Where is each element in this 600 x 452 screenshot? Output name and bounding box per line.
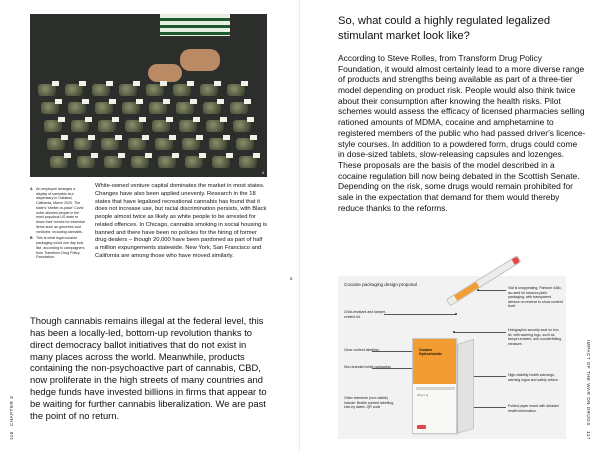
jar-label — [109, 99, 116, 104]
leader-line — [478, 290, 506, 291]
figure-note: Other elements (non-visible) include: Braille content labelling, Use-by dates, QR code — [344, 396, 395, 410]
leader-line — [372, 351, 416, 352]
jar-label — [226, 153, 233, 158]
jar-label — [136, 99, 143, 104]
jar-label — [58, 117, 65, 122]
page-number: 116 — [9, 431, 14, 440]
jar-label — [247, 117, 254, 122]
page-number: 117 — [586, 431, 591, 440]
photo-number: 4 — [261, 170, 264, 175]
figure-note: Vial is unappealing. Pantone 448c, as used for tobacco plain packaging, with transparent window on reverse to show content level. — [508, 286, 563, 309]
photo-hand — [148, 64, 182, 82]
jar-label — [91, 153, 98, 158]
section-title: CHAPTER 3 — [9, 395, 14, 427]
leader-line — [472, 407, 506, 408]
body-text-small: White-owned venture capital dominates the market in most states. Changes have also been applied unevenly. Research in the 18 states that have legalized recreational cannabis has found that it does not increase use, but racial discrimination persists, with Black people almost twice as likely as white people to be arrested for related offences. In Chicago, cannabis smoking in social housing is banned and there have been no policies for the hiring of former drug dealers – though 20,000 have been pardoned as part of half a million expungements statewide. New York, San Francisco and California are among those who have moved similarly. — [95, 183, 267, 259]
jar-label — [244, 99, 251, 104]
caption-text: An employee arranges a display of cannabis at a dispensary in Oakland, California, March 2020. The state's 'shelter-in-place' Covid order allowed people in the most populous US state to leave their homes for essential items such as groceries and medicine, including cannabis. — [36, 187, 85, 234]
figure-note: Non-branded white packaging. — [344, 365, 392, 369]
right-page — [290, 0, 600, 452]
section-heading: So, what could a highly regulated legalized stimulant market look like? — [338, 15, 551, 42]
figure-note: High-visibility health warnings, warning logos and safety advice. — [508, 373, 559, 382]
jar-label — [193, 117, 200, 122]
caption-item — [30, 236, 85, 260]
photo-caption — [30, 187, 85, 262]
caption-item — [30, 187, 85, 234]
jar-label — [133, 81, 140, 86]
jar-label — [88, 135, 95, 140]
jar-label — [106, 81, 113, 86]
jar-label — [223, 135, 230, 140]
dispensary-photo — [30, 14, 267, 177]
photo-hand — [180, 49, 220, 71]
jar-label — [190, 99, 197, 104]
leader-dot — [453, 331, 455, 333]
vial-cap — [512, 256, 520, 264]
package-band — [413, 339, 456, 384]
jar-label — [217, 99, 224, 104]
package-box-side — [457, 339, 474, 434]
jar-label — [79, 81, 86, 86]
section-title: IMPACT OF THE WAR ON DRUGS — [586, 340, 591, 427]
figure-number: B — [290, 277, 293, 281]
figure-note: Folded paper insert with detailed health information. — [508, 404, 559, 413]
folio-left — [9, 396, 14, 440]
body-text: According to Steve Rolles, from Transform Drug Policy Foundation, it would almost certainly lead to a more diverse range of products and strengths being available as part of a three-tier model depending on product risk. People would also think twice about their consumption after knowing the health risks. Pilot schemes would assess the efficacy of licensed pharmacies selling rationed amounts of MDMA, cocaine and amphetamine to registered members of the public who had passed driver's licence-style courses. In addition to a powdered form, drugs could come in dose-sized tablets, slow-releasing capsules and lozenges. These proposals are the basis of the model described in a cocaine regulation bill now being debated in the Scottish Senate. Depending on the risk, some drugs would remain prohibited for sale in the expectation that demand for them would thereby reduce thanks to the reforms. — [338, 53, 586, 213]
leader-dot — [455, 313, 457, 315]
leader-line — [454, 332, 506, 333]
figure-title: Cocaine packaging design proposal — [344, 282, 417, 287]
jar-label — [166, 117, 173, 122]
security-seal — [416, 387, 455, 390]
caption-letter: A — [30, 187, 33, 191]
jar-label — [52, 81, 59, 86]
caption-letter: B — [30, 236, 33, 241]
caption-text: This is what legal cocaine packaging could one day look like, according to campaigners from Transform Drug Policy Foundation. — [36, 236, 85, 260]
warning-logo — [417, 425, 426, 429]
jar-label — [118, 153, 125, 158]
jar-label — [163, 99, 170, 104]
jar-label — [187, 81, 194, 86]
folio-right — [586, 340, 591, 440]
leader-line — [372, 368, 416, 369]
jar-label — [112, 117, 119, 122]
packaging-figure — [338, 276, 566, 439]
jar-label — [253, 153, 260, 158]
vial-band — [454, 282, 479, 301]
jar-label — [169, 135, 176, 140]
package-label: Cocaine Hydrochloride — [419, 348, 442, 357]
jar-label — [142, 135, 149, 140]
jar-label — [115, 135, 122, 140]
jar-label — [82, 99, 89, 104]
jar-label — [55, 99, 62, 104]
jar-label — [199, 153, 206, 158]
jar-label — [85, 117, 92, 122]
body-text-large: Though cannabis remains illegal at the federal level, this has been a locally-led, bottom-up revolution thanks to direct democracy ballot initiatives that do not exist in many places across the world. Meanwhile, products containing the non-psychoactive part of cannabis, CBD, now proliferate in the high streets of many countries and hedge funds have invested billions in firms that appear to be waiting for further cannabis liberalization. We are past the point of no return. — [30, 315, 267, 421]
jar-label — [160, 81, 167, 86]
photo-flag — [160, 14, 230, 36]
figure-note: Holographic security seal on box lid, with warning logo, such as tamper-evident, anti-counterfeiting measure. — [508, 328, 562, 346]
jar-label — [61, 135, 68, 140]
figure-note: Child-resistant and tamper-evident lid. — [344, 310, 387, 319]
jar-label — [214, 81, 221, 86]
jar-label — [64, 153, 71, 158]
leader-line — [384, 314, 456, 315]
jar-label — [196, 135, 203, 140]
jar-label — [220, 117, 227, 122]
package-box — [412, 338, 457, 434]
figure-note: Clear content labelling. — [344, 348, 380, 352]
package-dose: 25mg x 1g — [417, 394, 429, 397]
jar-label — [241, 81, 248, 86]
jar-label — [172, 153, 179, 158]
jar-label — [250, 135, 257, 140]
jar-label — [139, 117, 146, 122]
jar-label — [145, 153, 152, 158]
